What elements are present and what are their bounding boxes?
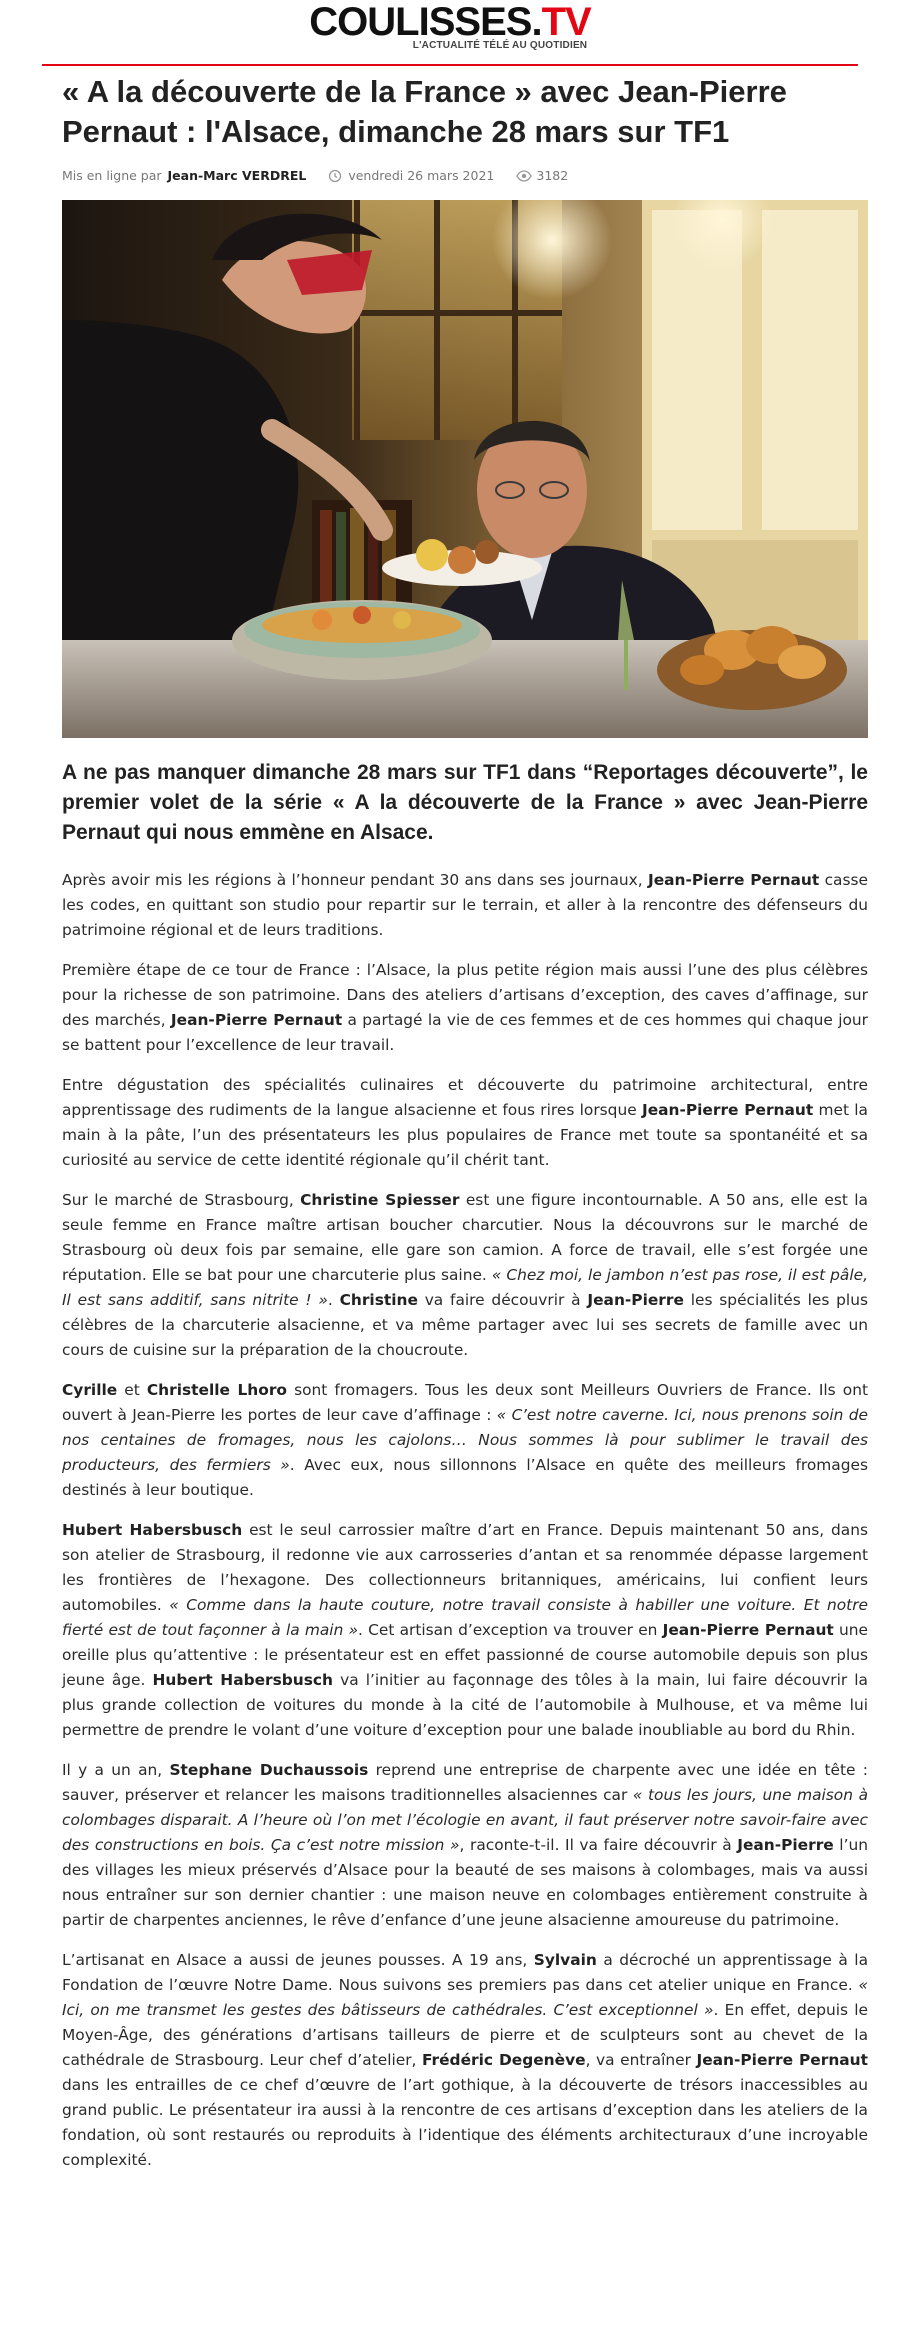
paragraph-text: casse les codes, en quittant son studio pour repartir sur le terrain, et aller à la rencontre des défenseurs du patrimoine régional et de leurs traditions. [62, 871, 868, 939]
bold-name: Frédéric Degenève [422, 2051, 586, 2069]
paragraph-text: Après avoir mis les régions à l’honneur pendant 30 ans dans ses journaux, [62, 871, 648, 889]
site-tagline: L'ACTUALITÉ TÉLÉ AU QUOTIDIEN [412, 40, 588, 51]
bold-name: Jean-Pierre [737, 1836, 834, 1854]
paragraph-text: va faire découvrir à [417, 1291, 588, 1309]
paragraph-text: Sur le marché de Strasbourg, [62, 1191, 301, 1209]
quote-text: « Comme dans la haute couture, notre travail consiste à habiller une voiture. Et notre fierté est de tout façonner à la main » [62, 1596, 868, 1639]
article-paragraph [62, 1518, 868, 1743]
publish-date: vendredi 26 mars 2021 [348, 168, 495, 183]
article-photo [62, 200, 868, 738]
paragraph-text: , va entraîner [585, 2051, 697, 2069]
paragraph-text: Il y a un an, [62, 1761, 170, 1779]
article-lead: A ne pas manquer dimanche 28 mars sur TF1 dans “Reportages découverte”, le premier volet de la série « A la découverte de la France » avec Jean-Pierre Pernaut qui nous emmène en Alsace. [62, 761, 868, 844]
paragraph-text: reprend une entreprise de charpente avec une idée en tête : sauver, préserver et relancer les maisons traditionnelles alsaciennes car [62, 1761, 868, 1804]
paragraph-text: l’un des villages les mieux préservés d’Alsace pour la beauté de ses maisons à colombages, mais va aussi nous entraîner sur son dernier chantier : une maison neuve en colombages entièrement construite à partir de charpentes anciennes, le rêve d’enfance d’une jeune alsacienne amoureuse du patrimoine. [62, 1836, 868, 1929]
article-title: « A la découverte de la France » avec Jean-Pierre Pernaut : l'Alsace, dimanche 28 mars sur TF1 [62, 74, 787, 149]
paragraph-text: Entre dégustation des spécialités culinaires et découverte du patrimoine architectural, entre apprentissage des rudiments de la langue alsacienne et fous rires lorsque [62, 1076, 868, 1119]
bold-name: Hubert Habersbusch [62, 1521, 243, 1539]
paragraph-text: est le seul carrossier maître d’art en France. Depuis maintenant 50 ans, dans son atelier de Strasbourg, il redonne vie aux carrosseries d’antan et sa renommée dépasse largement les frontières de l’hexagone. Des collectionneurs britanniques, américains, lui confient leurs automobiles. [62, 1521, 868, 1614]
bold-name: Christine [339, 1291, 418, 1309]
paragraph-text: est une figure incontournable. A 50 ans, elle est la seule femme en France maître artisan boucher charcutier. Nous la découvrons sur le marché de Strasbourg où deux fois par semaine, elle gare son camion. A force de travail, elle s’est forgée une réputation. Elle se bat pour une charcuterie plus saine. [62, 1191, 868, 1284]
bold-name: Christelle Lhoro [146, 1381, 287, 1399]
bold-name: Jean-Pierre Pernaut [170, 1011, 343, 1029]
article-paragraph [62, 1188, 868, 1363]
site-logo[interactable] [0, 0, 900, 44]
bold-name: Cyrille [62, 1381, 118, 1399]
site-header [0, 0, 900, 51]
meta-prefix: Mis en ligne par [62, 168, 162, 183]
logo-text: COULISSES. [309, 0, 542, 44]
logo-tv-text: TV [541, 0, 591, 44]
paragraph-text: L’artisanat en Alsace a aussi de jeunes pousses. A 19 ans, [62, 1951, 534, 1969]
bold-name: Jean-Pierre Pernaut [641, 1101, 814, 1119]
header-divider [42, 64, 858, 66]
quote-text: « tous les jours, une maison à colombages disparait. A l’heure où l’on met l’écologie en avant, il faut préserver notre savoir-faire avec des constructions en bois. Ça c’est notre mission » [62, 1786, 868, 1854]
bold-name: Sylvain [533, 1951, 597, 1969]
paragraph-text: les spécialités les plus célèbres de la charcuterie alsacienne, et va même partager avec lui ses secrets de famille avec un cours de cuisine sur la préparation de la choucroute. [62, 1291, 868, 1359]
bold-name: Jean-Pierre Pernaut [647, 871, 820, 889]
paragraph-text: et [117, 1381, 147, 1399]
quote-text: « Chez moi, le jambon n’est pas rose, il est pâle, Il est sans additif, sans nitrite ! » [62, 1266, 869, 1309]
paragraph-text: a décroché un apprentissage à la Fondation de l’œuvre Notre Dame. Nous suivons ses premiers pas dans cet atelier unique en France. [62, 1951, 868, 1994]
quote-text: « C’est notre caverne. Ici, nous prenons soin de nos centaines de fromages, nous les cajolons… Nous sommes là pour sublimer le travail des producteurs, des fermiers » [62, 1406, 868, 1474]
article-paragraph [62, 1073, 868, 1173]
paragraph-text: a partagé la vie de ces femmes et de ces hommes qui chaque jour se battent pour l’excellence de leur travail. [62, 1011, 868, 1054]
paragraph-text: dans les entrailles de ce chef d’œuvre de l’art gothique, à la découverte de trésors inaccessibles au grand public. Le présentateur ira aussi à la rencontre de ces artisans d’exception dans les ateliers de la fondation, où sont restaurés ou reproduits à l’identique des éléments architecturaux d’une incroyable complexité. [62, 2076, 868, 2169]
paragraph-text: . [327, 1291, 340, 1309]
article-paragraph [62, 1758, 868, 1933]
view-count: 3182 [536, 168, 569, 183]
author-link[interactable]: Jean-Marc VERDREL [167, 168, 307, 183]
eye-icon [516, 169, 530, 183]
bold-name: Christine Spiesser [300, 1191, 460, 1209]
bold-name: Jean-Pierre Pernaut [696, 2051, 868, 2069]
paragraph-text: . Cet artisan d’exception va trouver en [358, 1621, 663, 1639]
article-meta [62, 168, 568, 183]
paragraph-text: sont fromagers. Tous les deux sont Meilleurs Ouvriers de France. Ils ont ouvert à Jean-Pierre les portes de leur cave d’affinage : [62, 1381, 868, 1424]
paragraph-text: . En effet, depuis le Moyen-Âge, des générations d’artisans tailleurs de pierre et de sculpteurs sont au chevet de la cathédrale de Strasbourg. Leur chef d’atelier, [62, 2001, 868, 2069]
article-body [62, 868, 868, 2188]
paragraph-text: , raconte-t-il. Il va faire découvrir à [459, 1836, 738, 1854]
paragraph-text: va l’initier au façonnage des tôles à la main, lui faire découvrir la plus grande collection de voitures du monde à la cité de l’automobile à Mulhouse, et va même lui permettre de prendre le volant d’une voiture d’exception pour une balade inoubliable au bord du Rhin. [62, 1671, 868, 1739]
article-paragraph [62, 868, 868, 943]
bold-name: Jean-Pierre Pernaut [662, 1621, 834, 1639]
article-paragraph [62, 1948, 868, 2173]
paragraph-text: Première étape de ce tour de France : l’Alsace, la plus petite région mais aussi l’une des plus célèbres pour la richesse de son patrimoine. Dans des ateliers d’artisans d’exception, des caves d’affinage, sur des marchés, [62, 961, 868, 1029]
bold-name: Hubert Habersbusch [152, 1671, 333, 1689]
paragraph-text: . Avec eux, nous sillonnons l’Alsace en quête des meilleurs fromages destinés à leur boutique. [62, 1456, 868, 1499]
quote-text: « Ici, on me transmet les gestes des bâtisseurs de cathédrales. C’est exceptionnel » [62, 1976, 868, 2019]
paragraph-text: met la main à la pâte, l’un des présentateurs les plus populaires de France met toute sa spontanéité et sa curiosité au service de cette identité régionale qu’il chérit tant. [62, 1101, 868, 1169]
bold-name: Stephane Duchaussois [169, 1761, 369, 1779]
article-paragraph [62, 958, 868, 1058]
clock-icon [328, 169, 342, 183]
paragraph-text: une oreille plus qu’attentive : le présentateur est en effet passionné de course automobile depuis son plus jeune âge. [62, 1621, 868, 1689]
article-paragraph [62, 1378, 868, 1503]
bold-name: Jean-Pierre [587, 1291, 684, 1309]
